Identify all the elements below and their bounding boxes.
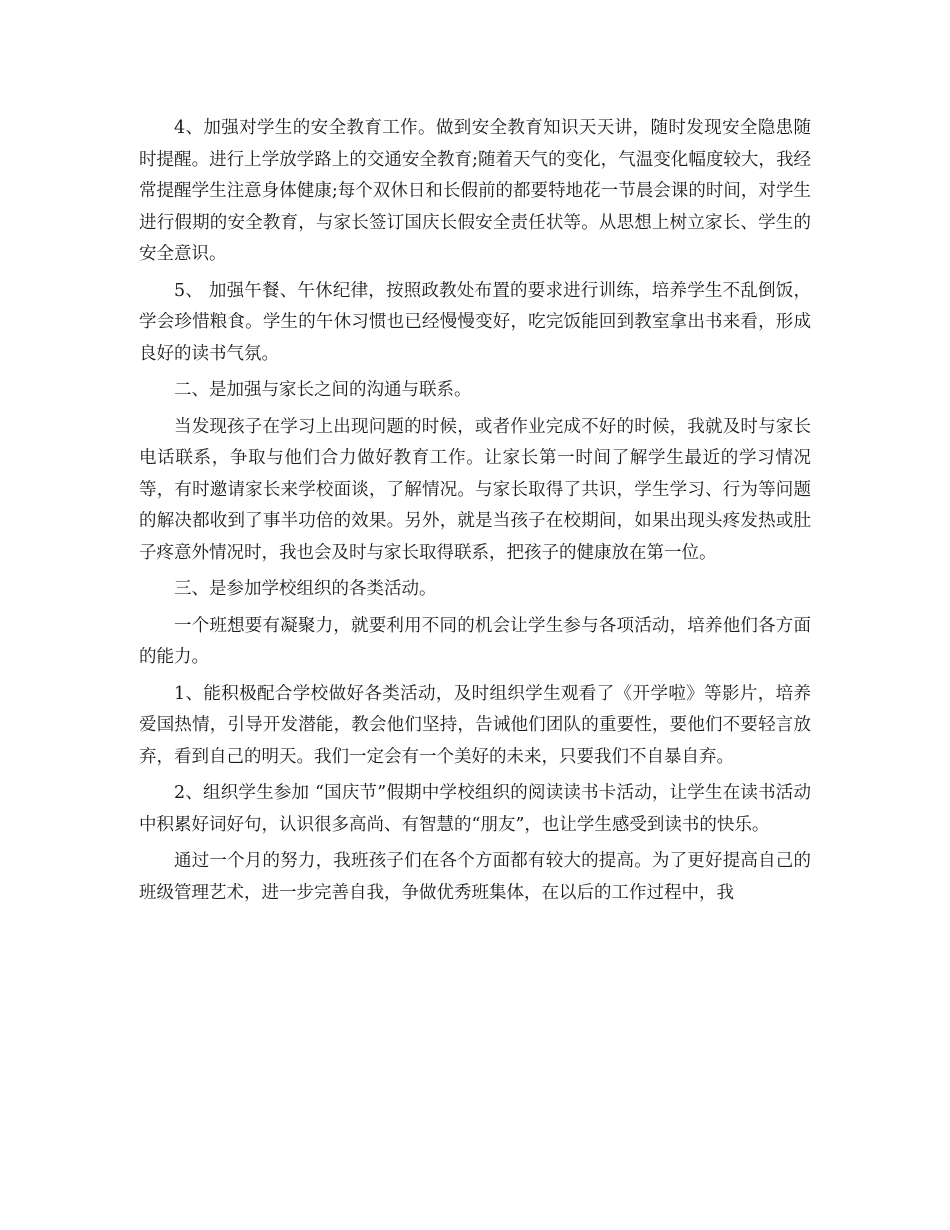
section-heading-school-activities: 三、是参加学校组织的各类活动。 <box>174 579 437 599</box>
paragraph-activity-2: 2、组织学生参加 “国庆节”假期中学校组织的阅读读书卡活动，让学生在读书活动中积累好词好句，认识很多高尚、有智慧的“朋友”，也让学生感受到读书的快乐。 <box>139 783 811 835</box>
document-body <box>139 113 811 914</box>
paragraph-class-cohesion: 一个班想要有凝聚力，就要利用不同的机会让学生参与各项活动，培养他们各方面的能力。 <box>139 615 811 667</box>
paragraph-lunch-discipline: 5、 加强午餐、午休纪律，按照政教处布置的要求进行训练，培养学生不乱倒饭，学会珍惜粮食。学生的午休习惯也已经慢慢变好，吃完饭能回到教室拿出书来看，形成良好的读书气氛。 <box>139 280 811 364</box>
paragraph-parent-communication: 当发现孩子在学习上出现问题的时候，或者作业完成不好的时候，我就及时与家长电话联系，争取与他们合力做好教育工作。让家长第一时间了解学生最近的学习情况等，有时邀请家长来学校面谈，了解情况。与家长取得了共识，学生学习、行为等问题的解决都收到了事半功倍的效果。另外，就是当孩子在校期间，如果出现头疼发热或肚子疼意外情况时，我也会及时与家长取得联系，把孩子的健康放在第一位。 <box>139 416 811 563</box>
section-heading-parent-communication: 二、是加强与家长之间的沟通与联系。 <box>174 380 472 400</box>
paragraph-conclusion: 通过一个月的努力，我班孩子们在各个方面都有较大的提高。为了更好提高自己的班级管理艺术，进一步完善自我，争做优秀班集体，在以后的工作过程中，我 <box>139 851 811 903</box>
paragraph-safety-education: 4、加强对学生的安全教育工作。做到安全教育知识天天讲，随时发现安全隐患随时提醒。进行上学放学路上的交通安全教育;随着天气的变化，气温变化幅度较大，我经常提醒学生注意身体健康;每个双休日和长假前的都要特地花一节晨会课的时间，对学生进行假期的安全教育，与家长签订国庆长假安全责任状等。从思想上树立家长、学生的安全意识。 <box>139 118 811 264</box>
paragraph-activity-1: 1、能积极配合学校做好各类活动，及时组织学生观看了《开学啦》等影片，培养爱国热情，引导开发潜能，教会他们坚持，告诫他们团队的重要性，要他们不要轻言放弃，看到自己的明天。我们一定会有一个美好的未来，只要我们不自暴自弃。 <box>139 683 811 767</box>
